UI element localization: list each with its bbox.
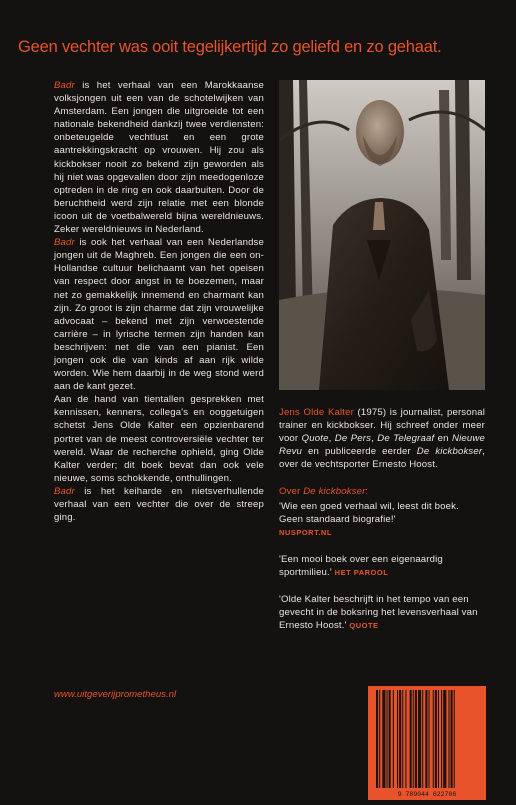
barcode-icon bbox=[368, 686, 486, 800]
barcode-bar bbox=[422, 690, 423, 788]
quote-source: HET PAROOL bbox=[334, 567, 389, 577]
blurb-paragraph: Aan de hand van tientallen gesprekken met kennissen, kenners, collega's en ooggetuigen schetst Jens Olde Kalter een opzienbarend portret van de meest controversiële vechter ter wereld. Waar de recherche ophield, ging Olde Kalter verder; dit boek bevat dan ook vele nieuwe, soms schokkende, onthullingen. bbox=[54, 394, 264, 484]
barcode-bar bbox=[410, 690, 412, 788]
quote-text: 'Een mooi boek over een eigenaardig sportmilieu.' bbox=[279, 553, 443, 578]
book-title: De kickbokser bbox=[303, 486, 366, 498]
blurb-text: is het keiharde en nietsverhullende verhaal van een vechter die over de streep ging. bbox=[54, 485, 264, 524]
author-photo bbox=[279, 80, 485, 390]
reviews-heading-suffix: : bbox=[365, 486, 369, 498]
book-title: De kickbokser bbox=[416, 446, 483, 458]
book-title: Badr bbox=[54, 80, 75, 91]
blurb-paragraph bbox=[54, 236, 264, 393]
barcode-bar bbox=[433, 690, 434, 788]
bio-text: , bbox=[371, 433, 378, 445]
barcode-bar bbox=[405, 690, 406, 788]
barcode-bar bbox=[415, 690, 417, 788]
blurb-text: is het verhaal van een Marokkaanse volksjongen uit een van de schotelwijken van Amsterdam. Een jongen die uitgroeide tot een nationale bekendheid dankzij twee verdiensten: onbeteugelde vechtlust en een grote aantrekkingskracht op vrouwen. Hij zou als kickbokser nooit zo bekend zijn geworden als hij niet was opgevallen door zijn meedogenloze optreden in de ring en ook daarbuiten. Door de beruchtheid werd zijn relatie met een blonde icoon uit de voetbalwereld bijna wereldnieuws. Zeker wereldnieuws in Nederland. bbox=[54, 80, 264, 236]
magazine-title: Quote bbox=[301, 433, 329, 445]
review-quote bbox=[279, 500, 485, 539]
barcode-bar bbox=[376, 690, 378, 788]
barcode-bar bbox=[451, 690, 453, 788]
blurb-paragraph bbox=[54, 485, 264, 524]
barcode-bar bbox=[443, 690, 446, 788]
barcode bbox=[368, 686, 486, 800]
author-bio bbox=[279, 406, 485, 471]
barcode-bar bbox=[399, 690, 401, 788]
magazine-title: De Pers bbox=[334, 433, 372, 445]
barcode-bar bbox=[382, 690, 385, 788]
author-photo-image bbox=[279, 80, 485, 390]
barcode-bar bbox=[435, 690, 437, 788]
blurb-column bbox=[54, 79, 264, 524]
bio-text: (1975) is journalist, personal trainer en kickbokser. Hij schreef onder meer voor bbox=[279, 407, 485, 445]
side-column bbox=[279, 406, 485, 632]
quote-text: 'Olde Kalter beschrijft in het tempo van een gevecht in de boksring het levensverhaal van Ernesto Hoost.' bbox=[279, 594, 478, 632]
barcode-bar bbox=[425, 690, 427, 788]
barcode-bar bbox=[429, 690, 430, 788]
bio-text: en publiceerde eerder bbox=[302, 446, 417, 458]
blurb-paragraph bbox=[54, 79, 264, 236]
barcode-bar bbox=[387, 690, 388, 788]
publisher-url[interactable]: www.uitgeverijprometheus.nl bbox=[54, 689, 177, 700]
magazine-title: Nieuwe Revu bbox=[279, 433, 485, 458]
quote-source: QUOTE bbox=[349, 621, 379, 631]
barcode-bar bbox=[448, 690, 449, 788]
reviews-heading-prefix: Over bbox=[279, 486, 304, 498]
book-title: Badr bbox=[54, 237, 75, 249]
bio-text: , over de vechtsporter Ernesto Hoost. bbox=[279, 446, 485, 471]
magazine-title: De Telegraaf bbox=[377, 433, 435, 445]
author-name: Jens Olde Kalter bbox=[279, 407, 354, 418]
barcode-bar bbox=[393, 690, 394, 788]
barcode-bar bbox=[397, 690, 398, 788]
bio-text: , bbox=[328, 433, 335, 445]
barcode-bar bbox=[379, 690, 380, 788]
review-quote bbox=[279, 553, 485, 579]
book-title: Badr bbox=[54, 485, 75, 497]
headline: Geen vechter was ooit tegelijkertijd zo geliefd en zo gehaat. bbox=[18, 38, 442, 56]
bio-text: en bbox=[434, 433, 453, 445]
reviews-heading bbox=[279, 485, 485, 498]
barcode-bar bbox=[402, 690, 403, 788]
quote-source: NUSPORT.NL bbox=[279, 527, 332, 537]
review-quote bbox=[279, 593, 485, 632]
barcode-bar bbox=[413, 690, 414, 788]
quote-text: 'Wie een goed verhaal wil, leest dit boek. Geen standaard biografie!' bbox=[279, 500, 459, 525]
barcode-bar bbox=[454, 690, 455, 788]
barcode-bar bbox=[389, 690, 391, 788]
barcode-bar bbox=[438, 690, 439, 788]
barcode-bar bbox=[441, 690, 442, 788]
blurb-text: is ook het verhaal van een Nederlandse jongen uit de Maghreb. Een jongen die een on-Hollandse cultuur belichaamt van het opeisen van respect door angst in te boezemen, maar net zo gemakkelijk innemend en charmant kan zijn. Zo groot is zijn charme dat zijn vrouwelijke advocaat – bekend met zijn verwoestende carrière – in lyrische termen zijn handen kan beschrijven: net die van een pianist. Een jongen ook die van kinds af aan rijk wilde worden. Wie hem daarbij in de weg stond werd aan de kant gezet. bbox=[54, 237, 264, 393]
barcode-number: 9 789044 622706 bbox=[397, 791, 457, 798]
barcode-bar bbox=[418, 690, 421, 788]
